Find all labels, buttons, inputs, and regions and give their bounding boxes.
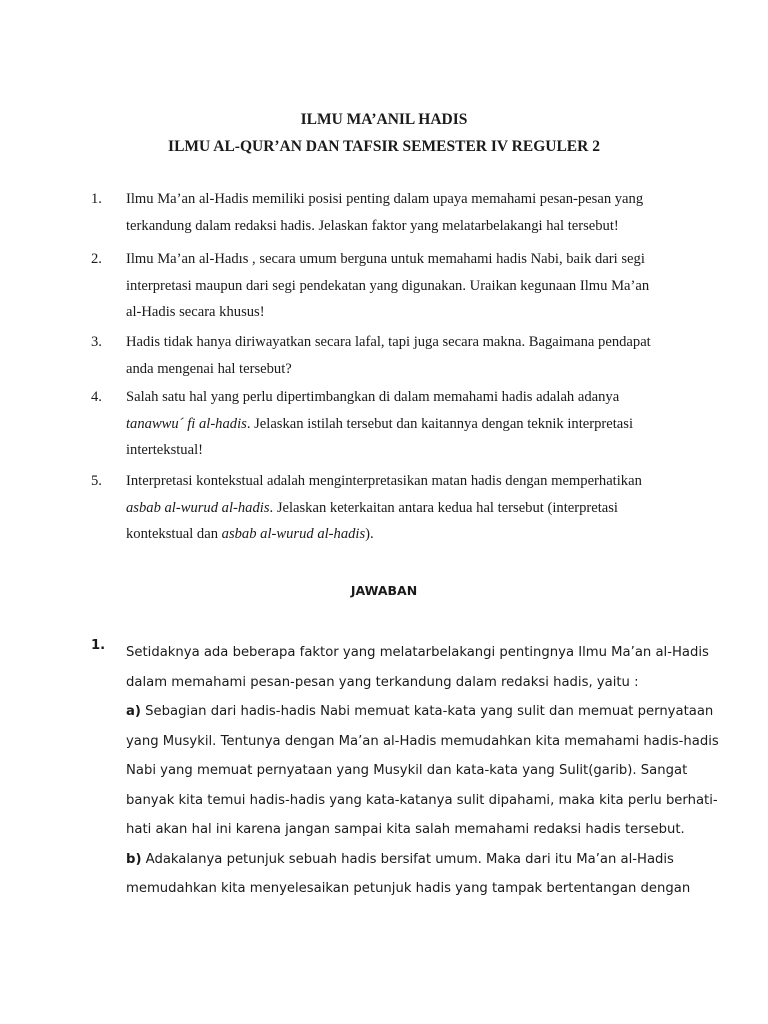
point-label: a) xyxy=(126,704,141,719)
answer-text: Setidaknya ada beberapa faktor yang melatarbelakangi pentingnya Ilmu Ma’an al-Hadis xyxy=(126,645,709,660)
italic-term: asbab al-wurud al-hadis xyxy=(126,499,270,516)
question-text: anda mengenai hal tersebut? xyxy=(126,360,292,377)
answer-text: yang Musykil. Tentunya dengan Ma’an al-Hadis memudahkan kita memahami hadis-hadis xyxy=(126,733,719,749)
question-number: 1. xyxy=(91,191,102,207)
question-2 xyxy=(91,246,678,326)
document-subtitle: ILMU AL-QUR’AN DAN TAFSIR SEMESTER IV REGULER 2 xyxy=(168,138,600,155)
question-text: Hadis tidak hanya diriwayatkan secara lafal, tapi juga secara makna. Bagaimana pendapat xyxy=(126,334,651,350)
document-title: ILMU MA’ANIL HADIS xyxy=(300,111,468,128)
italic-term: tanawwu´ fi al-hadis xyxy=(126,415,247,432)
question-text: al-Hadis secara khusus! xyxy=(126,304,265,320)
question-1 xyxy=(91,186,678,239)
question-number: 2. xyxy=(91,251,102,267)
answer-point-b: b) Adakalanya petunjuk sebuah hadis bersifat umum. Maka dari itu Ma’an al-Hadis xyxy=(126,851,674,867)
answers-heading: JAWABAN xyxy=(350,583,418,598)
answer-text: memudahkan kita menyelesaikan petunjuk hadis yang tampak bertentangan dengan xyxy=(126,881,691,896)
question-text: intertekstual! xyxy=(126,442,203,458)
question-text: interpretasi maupun dari segi pendekatan yang digunakan. Uraikan kegunaan Ilmu Ma’an xyxy=(126,277,650,294)
point-label: b) xyxy=(126,851,142,867)
question-text: terkandung dalam redaksi hadis. Jelaskan faktor yang melatarbelakangi hal tersebut! xyxy=(126,217,619,234)
question-text: Salah satu hal yang perlu dipertimbangkan di dalam memahami hadis adalah adanya xyxy=(126,389,620,405)
question-4 xyxy=(91,384,678,464)
question-text: Interpretasi kontekstual adalah menginterpretasikan matan hadis dengan memperhatikan xyxy=(126,473,642,489)
answer-text: dalam memahami pesan-pesan yang terkandung dalam redaksi hadis, yaitu : xyxy=(126,674,639,690)
answer-number: 1. xyxy=(91,638,106,653)
question-text: tanawwu´ fi al-hadis. Jelaskan istilah tersebut dan kaitannya dengan teknik interpretasi xyxy=(126,415,634,432)
italic-term: asbab al-wurud al-hadis xyxy=(221,526,366,542)
question-5 xyxy=(91,468,678,548)
question-text: kontekstual dan asbab al-wurud al-hadis). xyxy=(126,526,374,542)
question-number: 3. xyxy=(91,334,102,350)
answer-text: banyak kita temui hadis-hadis yang kata-katanya sulit dipahami, maka kita perlu berhati- xyxy=(126,792,718,808)
question-text: Ilmu Ma’an al-Hadıs , secara umum berguna untuk memahami hadis Nabi, baik dari segi xyxy=(126,251,645,267)
question-number: 5. xyxy=(91,473,102,489)
question-number: 4. xyxy=(91,389,102,405)
answer-point-a: a) Sebagian dari hadis-hadis Nabi memuat kata-kata yang sulit dan memuat pernyataan xyxy=(126,704,714,719)
answer-text: Nabi yang memuat pernyataan yang Musykil dan kata-kata yang Sulit(garib). Sangat xyxy=(126,763,688,778)
question-text: asbab al-wurud al-hadis. Jelaskan keterkaitan antara kedua hal tersebut (interpretasi xyxy=(126,499,618,516)
question-3 xyxy=(91,329,678,382)
answer-text: hati akan hal ini karena jangan sampai kita salah memahami redaksi hadis tersebut. xyxy=(126,822,685,837)
question-text: Ilmu Ma’an al-Hadis memiliki posisi penting dalam upaya memahami pesan-pesan yang xyxy=(126,191,644,207)
answer-1 xyxy=(91,638,719,904)
